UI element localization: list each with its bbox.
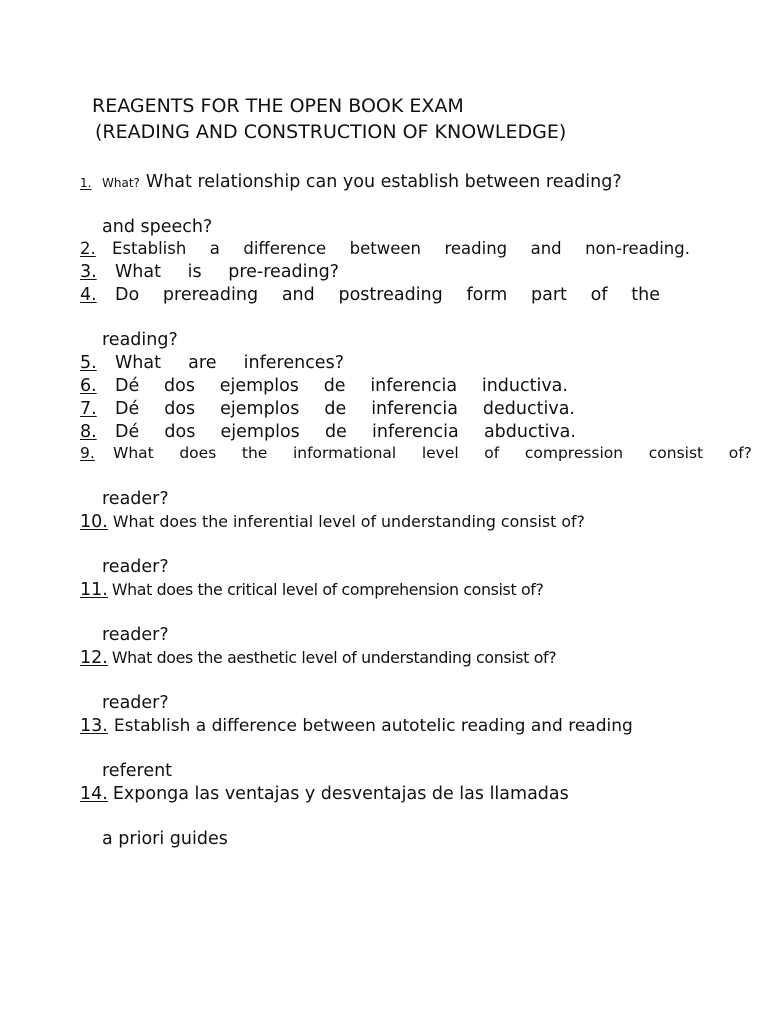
question-number: 8. [80, 422, 97, 442]
question-number: 4. [80, 285, 97, 305]
question-11 [80, 582, 544, 600]
question-12 [80, 650, 556, 668]
question-6: 6. Dé dos ejemplos de inferencia inductiva. [80, 376, 568, 396]
question-number: 6. [80, 376, 97, 396]
title-line-1: REAGENTS FOR THE OPEN BOOK EXAM [92, 95, 464, 117]
question-9-continuation: reader? [102, 489, 169, 509]
question-number: 5. [80, 353, 97, 373]
question-text: What does the critical level of comprehension consist of? [111, 580, 544, 599]
question-1-continuation: and speech? [102, 217, 213, 237]
question-text: Exponga las ventajas y desventajas de las llamadas [112, 784, 569, 804]
question-3: 3. What is pre-reading? [80, 262, 339, 282]
title-line-2: (READING AND CONSTRUCTION OF KNOWLEDGE) [95, 121, 567, 143]
question-9: 9. What does the informational level of compression consist of? [80, 444, 752, 462]
question-number: 12. [80, 648, 108, 668]
question-14-continuation: a priori guides [102, 829, 228, 849]
question-number: 3. [80, 262, 97, 282]
question-number: 7. [80, 399, 97, 419]
question-number: 14. [80, 784, 108, 804]
question-number: 2. [80, 239, 96, 258]
question-number: 1. [80, 176, 92, 190]
question-text: Establish a difference between autotelic reading and reading [113, 716, 633, 736]
question-7: 7. Dé dos ejemplos de inferencia deductiva. [80, 399, 575, 419]
question-5: 5. What are inferences? [80, 353, 344, 373]
question-number: 11. [80, 580, 108, 600]
question-number: 9. [80, 444, 95, 462]
question-4-continuation: reading? [102, 330, 178, 350]
question-13 [80, 718, 633, 736]
question-number: 13. [80, 716, 108, 736]
question-text: What does the inferential level of understanding consist of? [112, 512, 585, 531]
question-4: 4. Do prereading and postreading form part of the [80, 285, 660, 305]
question-14 [80, 786, 569, 804]
question-13-continuation: referent [102, 761, 173, 781]
question-text: What does the aesthetic level of understanding consist of? [111, 648, 557, 667]
question-number: 10. [80, 512, 108, 532]
question-text: What relationship can you establish between reading? [145, 172, 622, 192]
question-10-continuation: reader? [102, 557, 169, 577]
question-10 [80, 514, 585, 532]
question-1 [80, 174, 622, 192]
question-2: 2. Establish a difference between reading and non-reading. [80, 239, 690, 258]
question-prefix: What? [102, 176, 140, 190]
question-11-continuation: reader? [102, 625, 169, 645]
question-12-continuation: reader? [102, 693, 169, 713]
question-8: 8. Dé dos ejemplos de inferencia abductiva. [80, 422, 576, 442]
